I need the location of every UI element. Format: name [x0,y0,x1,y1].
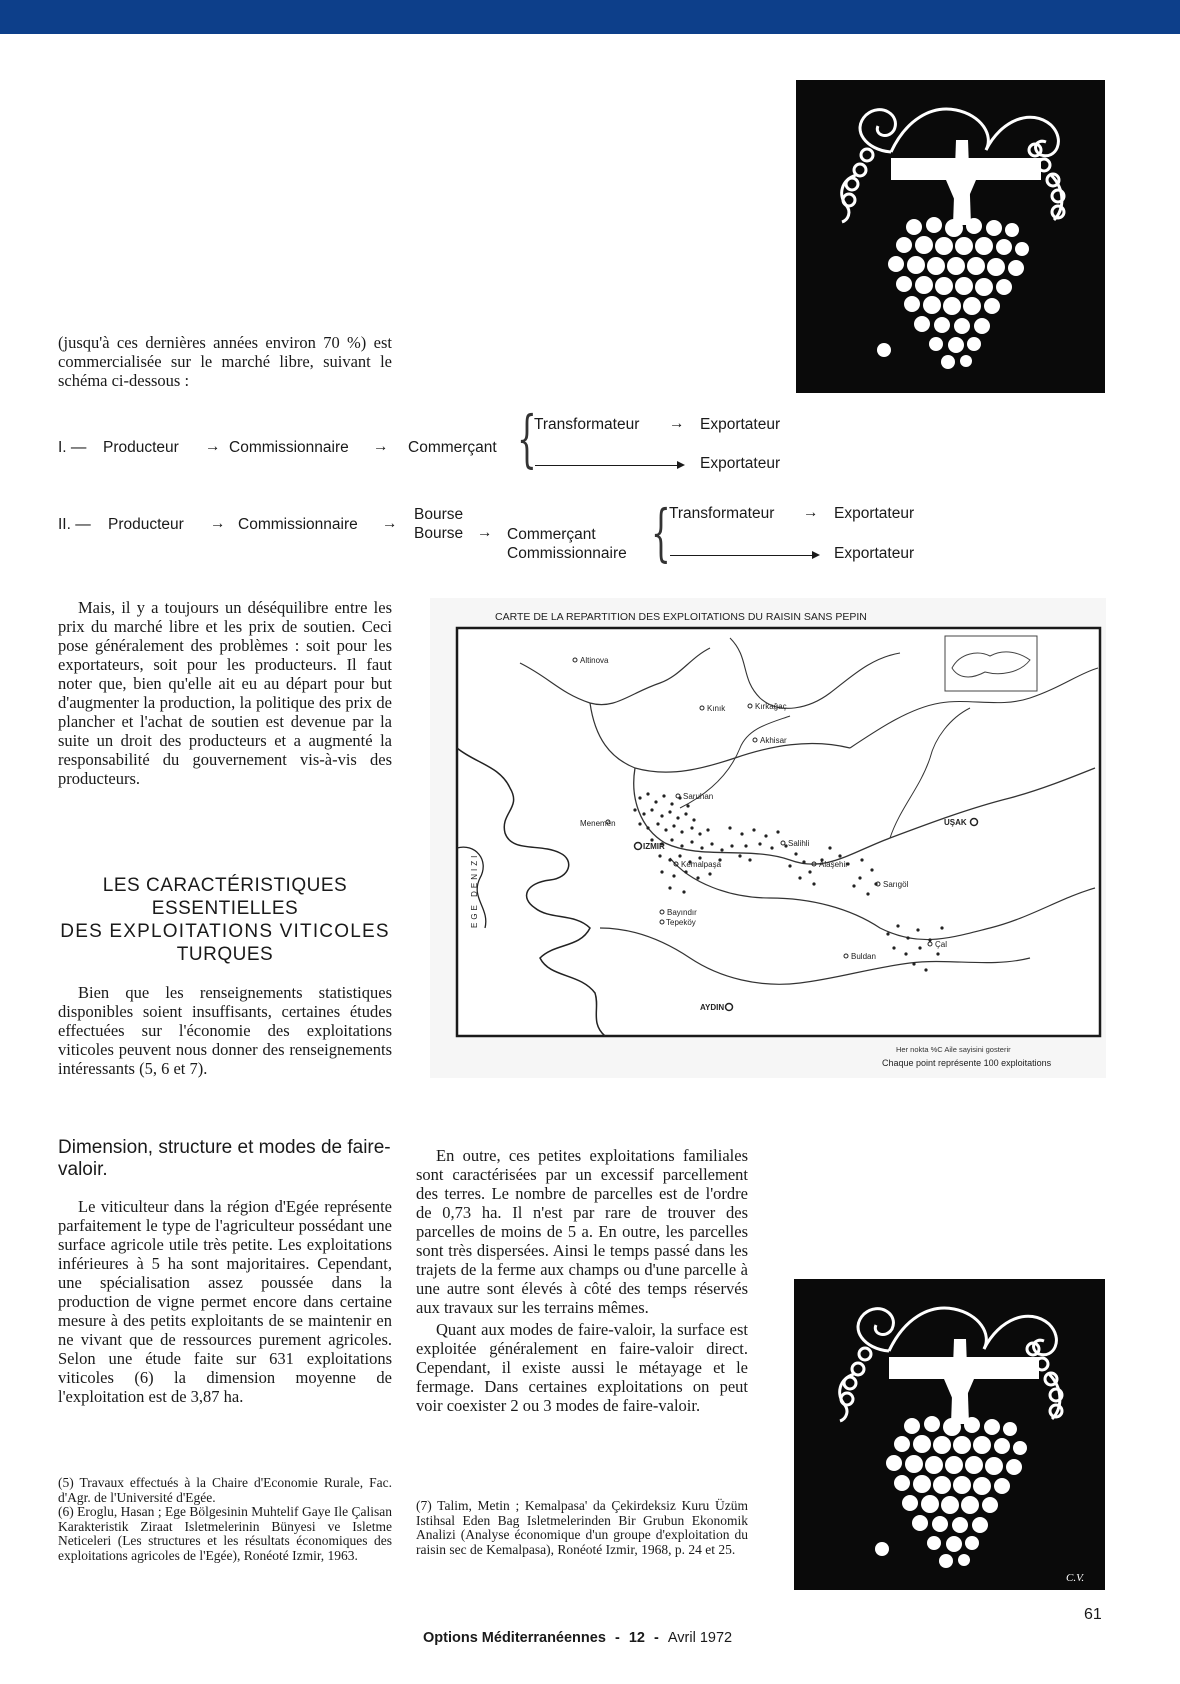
footer-issue: 12 [628,1630,645,1646]
scheme1-long-arrow [535,465,683,466]
scheme2-commissionnaire-2: Commissionnaire [507,545,627,562]
scheme2-producer: Producteur [108,516,184,533]
map-place-menemen: Menemen [580,819,616,828]
scheme2-long-arrow [670,555,818,556]
map-legend-french: Chaque point représente 100 exploitations [882,1058,1052,1068]
paragraph-outre [416,1146,748,1415]
map-place-akhisar: Akhisar [760,736,787,745]
intro-paragraph [58,333,392,390]
section-heading-line-3: DES EXPLOITATIONS VITICOLES [60,921,390,942]
footnotes-left [58,1476,392,1563]
map-legend-turkish: Her nokta %C Aile sayisini gosterir [896,1045,1011,1054]
scheme1-producer: Producteur [103,439,179,456]
footer-journal: Options Méditerranéennes [423,1630,606,1646]
scheme2-transformateur: Transformateur [669,505,775,522]
viticulteur-text: Le viticulteur dans la région d'Egée représente parfaitement le type de l'agriculteur possédant une surface agricole utile très petite. Les exploitations inférieures à 5 ha sont majoritaires. Cependant, une spécialisation assez poussée dans la production de vigne permet encore dans certaine mesure à des petits exploitants de se maintenir en ne vivant que de ressources purement agricoles. Selon une étude faite sur 631 exploitations viticoles (6) la dimension moyenne de l'exploitation est de 3,87 ha. [58,1197,392,1406]
paragraph-mais [58,598,392,788]
scheme1-commercant: Commerçant [408,439,497,456]
scheme1-exportateur-bottom: Exportateur [700,455,781,472]
subheading [58,1137,392,1181]
scheme2-bourse-2: Bourse [414,525,464,542]
grape-bunch-icon-2 [794,1279,1105,1590]
footnote-7: (7) Talim, Metin ; Kemalpasa' da Çekirdeksiz Kuru Üzüm Istihsal Eden Bag Isletmelerinden Bir Grubun Ekonomik Analizi (Analyse économique d'un groupe d'exploitation du raisin sec de Kemalpasa), Ronéoté Izmir, 1968, p. 24 et 25. [416,1498,748,1557]
top-color-bar [0,0,1180,34]
subheading-text: Dimension, structure et modes de faire-valoir. [58,1137,391,1180]
map-place-tepekoy: Tepeköy [666,918,696,927]
section-heading [58,874,392,966]
map-svg [430,598,1106,1078]
footnote-5: (5) Travaux effectués à la Chaire d'Economie Rurale, Fac. d'Agr. de l'Université d'Egée. [58,1475,392,1505]
map-place-izmir: IZMIR [643,842,665,851]
scheme2-brace: { [651,496,671,569]
scheme2-exportateur-bottom: Exportateur [834,545,915,562]
map-place-kinik: Kınık [707,704,726,713]
grape-illustration-bottom [794,1279,1105,1590]
scheme1-exportateur-top: Exportateur [700,416,781,433]
map-figure [430,598,1106,1078]
scheme-row-1: I. — Producteur → Commissionnaire → Commerçant { Transformateur → Exportateur Exportateur [58,402,781,475]
map-place-sarigol: Sarıgöl [883,880,909,889]
bien-text: Bien que les renseignements statistiques disponibles soient insuffisants, certaines études effectuées sur l'économie des exploitations viticoles peuvent nous donner des renseignements intéressants (5, 6 et 7). [58,983,392,1078]
map-sea-label: EGE DENIZI [470,852,479,928]
footnotes-middle [416,1499,748,1557]
scheme1-brace: { [517,402,537,475]
footer [423,1630,732,1646]
illustrator-signature: C.V. [1066,1572,1085,1584]
map-inset [945,636,1037,691]
map-place-buldan: Buldan [851,952,876,961]
paragraph-viticulteur [58,1197,392,1406]
grape-bunch-icon [796,80,1105,393]
map-title: CARTE DE LA REPARTITION DES EXPLOITATIONS DU RAISIN SANS PEPIN [495,611,867,623]
scheme2-commercant: Commerçant [507,526,596,543]
map-place-usak: UŞAK [944,818,967,827]
section-heading-line-1: LES CARACTÉRISTIQUES [102,875,348,896]
scheme-row-2: II. — Producteur → Commissionnaire → Bourse Bourse → Commerçant Commissionnaire { Transformateur → Exportateur Exportateur [58,496,915,569]
page-number: 61 [1084,1606,1102,1623]
map-place-bayindir: Bayındır [667,908,697,917]
map-place-cal: Çal [935,940,948,949]
footer-date: Avril 1972 [667,1630,733,1646]
paragraph-bien [58,983,392,1078]
scheme2-commissionnaire: Commissionnaire [238,516,358,533]
footer-sep-2: - [653,1630,659,1646]
quant-text: Quant aux modes de faire-valoir, la surface est exploitée généralement en faire-valoir direct. Cependant, il existe aussi le métayage et le fermage. Dans certaines exploitations on peut voir coexister 2 ou 3 modes de faire-valoir. [416,1320,748,1415]
section-heading-line-2: ESSENTIELLES [151,898,299,919]
map-place-kirkagac: Kırkağaç [755,702,787,711]
footer-sep-1: - [614,1630,620,1646]
map-place-salihli: Salihli [788,839,810,848]
map-place-saruhan: Saruhan [683,792,714,801]
section-heading-line-4: TURQUES [176,944,274,965]
footnote-6: (6) Eroglu, Hasan ; Ege Bölgesinin Muhtelif Gaye Ile Çalisan Karakteristik Ziraat Isletmelerinin Bünyesi ve Isletme Neticeleri (Les structures et les résultats économiques des exploitations agricoles de l'Egée), Ronéoté Izmir, 1963. [58,1504,392,1563]
map-place-kemalpasa: Kemalpaşa [681,860,722,869]
scheme2-label: II. — [58,516,91,533]
mais-text: Mais, il y a toujours un déséquilibre entre les prix du marché libre et les prix de soutien. Ceci pose généralement des problèmes : soit pour les exportateurs, soit pour les producteurs. Il faut noter que, bien qu'elle ait eu au départ pour but d'augmenter la production, la politique des prix de plancher et l'achat de soutien est devenue par la suite un droit des producteurs et a augmenté la responsabilité du gouvernement vis-à-vis des producteurs. [58,598,392,788]
map-place-aydin: AYDIN [700,1003,725,1012]
scheme1-label: I. — [58,439,87,456]
scheme1-commissionnaire: Commissionnaire [229,439,349,456]
scheme1-transformateur: Transformateur [534,416,640,433]
intro-text: (jusqu'à ces dernières années environ 70 %) est commercialisée sur le marché libre, suivant le schéma ci-dessous : [58,333,392,390]
map-place-altinova: Altinova [580,656,609,665]
outre-text: En outre, ces petites exploitations familiales sont caractérisées par un excessif parcellement des terres. Le nombre de parcelles est de l'ordre de 0,73 ha. Il n'est par rare de trouver des parcelles de moins de 5 a. En outre, les parcelles sont très dispersées. Ainsi le temps passé dans les trajets de la ferme aux champs ou d'une parcelle à une autre sont élevés à côté des temps réservés aux travaux sur les terrains mêmes. [416,1146,748,1317]
grape-illustration-top [796,80,1105,393]
scheme2-exportateur-top: Exportateur [834,505,915,522]
map-place-alasehir: Alaşehir [819,860,848,869]
scheme2-bourse-1: Bourse [414,506,464,523]
